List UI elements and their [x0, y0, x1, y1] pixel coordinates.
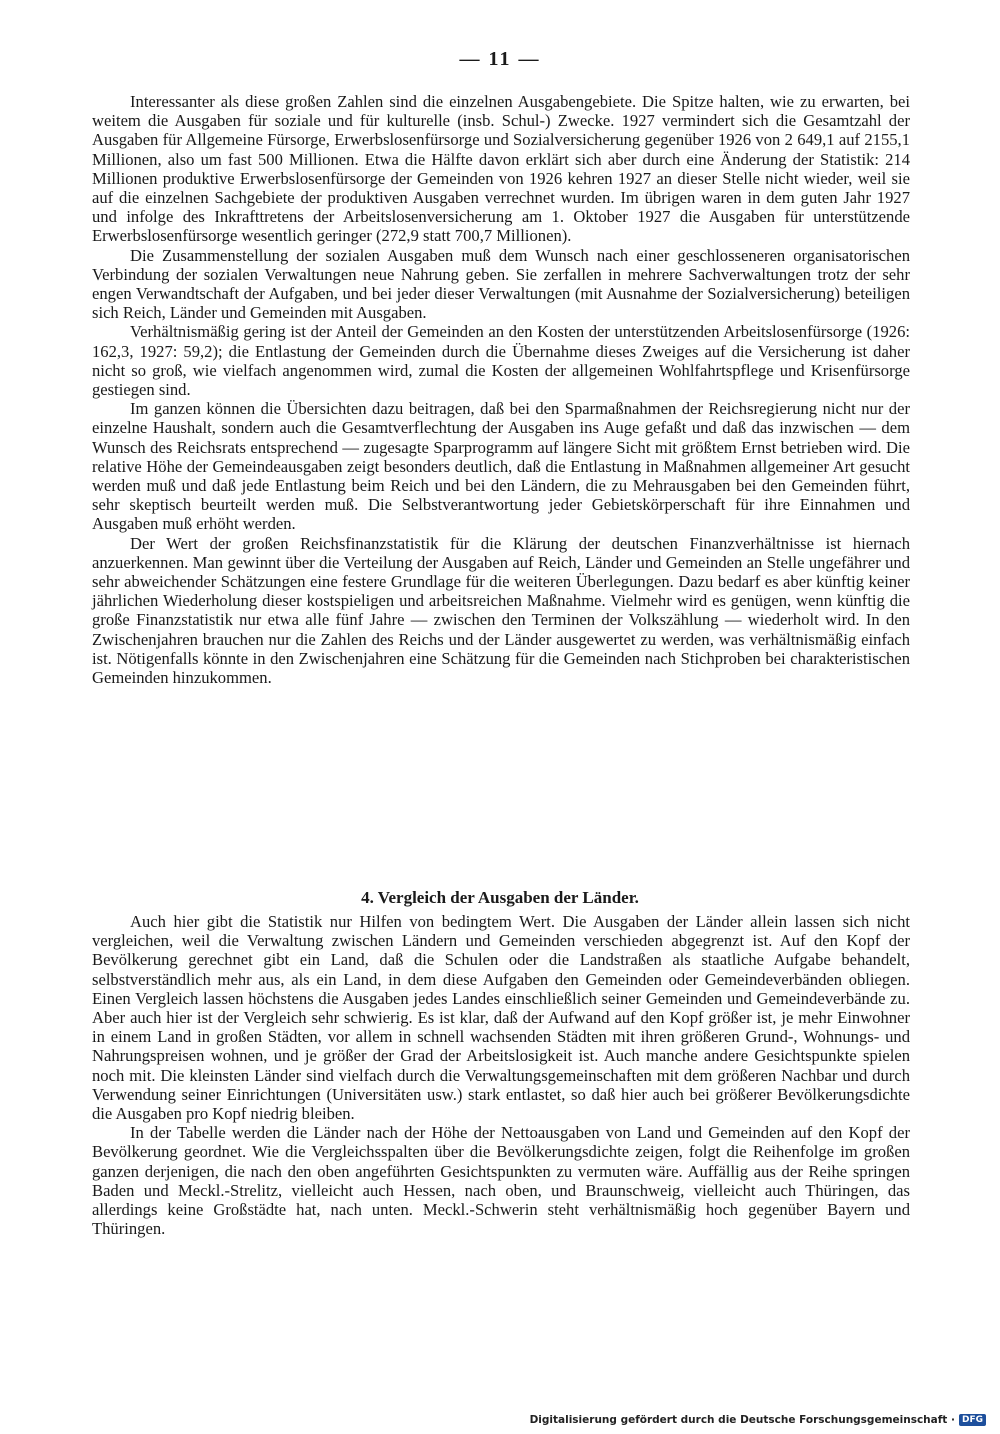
- paragraph: Auch hier gibt die Statistik nur Hilfen von bedingtem Wert. Die Ausgaben der Länder allein lassen sich nicht vergleichen, weil die Verwaltung zwischen Ländern und Gemeinden verschieden abgegrenzt ist. Auf den Kopf der Bevölkerung gerechnet gibt ein Land, daß die Schulen oder die Landstraßen als staatliche Aufgabe behandelt, selbstverständlich mehr aus, als ein Land, in dem diese Aufgaben den Gemeinden oder Gemeindeverbänden obliegen. Einen Vergleich lassen höchstens die Ausgaben jedes Landes einschließlich seiner Gemeinden und Gemeindeverbände zu. Aber auch hier ist der Vergleich sehr schwierig. Es ist klar, daß der Aufwand auf den Kopf größer ist, je mehr Einwohner in einem Land in großen Städten, vor allem in schnell wachsenden Städten mit ihren größeren Grund-, Wohnungs- und Nahrungspreisen wohnen, und je größer der Grad der Arbeitslosigkeit ist. Auch manche andere Gesichtspunkte spielen noch mit. Die kleinsten Länder sind vielfach durch die Verwaltungsgemeinschaften mit dem größeren Nachbar und durch Verwendung seiner Einrichtungen (Universitäten usw.) stark entlastet, so daß hier auch bei größerer Bevölkerungsdichte die Ausgaben pro Kopf niedrig bleiben.: [92, 912, 910, 1124]
- dfg-logo: DFG: [959, 1414, 986, 1426]
- section-heading: 4. Vergleich der Ausgaben der Länder.: [361, 888, 639, 907]
- paragraph: Verhältnismäßig gering ist der Anteil der Gemeinden an den Kosten der unterstützenden Arbeitslosenfürsorge (1926: 162,3, 1927: 59,2); die Entlastung der Gemeinden durch die Übernahme dieses Zweiges auf die Versicherung ist daher nicht so groß, wie vielfach angenommen wird, zumal die Kosten der allgemeinen Wohlfahrtspflege und Krisenfürsorge gestiegen sind.: [92, 322, 910, 400]
- paragraph: Im ganzen können die Übersichten dazu beitragen, daß bei den Sparmaßnahmen der Reichsregierung nicht nur der einzelne Haushalt, sondern auch die Gesamtverflechtung der Ausgaben ins Auge gefaßt und daß das inzwischen — dem Wunsch des Reichsrats entsprechend — zugesagte Sparprogramm auf längere Sicht mit größtem Ernst betrieben wird. Die relative Höhe der Gemeindeausgaben zeigt besonders deutlich, daß die Entlastung in Maßnahmen allgemeiner Art gesucht werden muß und daß jede Entlastung beim Reich und bei den Ländern, die zu Mehrausgaben bei den Gemeinden führt, sehr skeptisch beurteilt werden muß. Die Selbstverantwortung jeder Gebietskörperschaft für ihre Einnahmen und Ausgaben muß erhöht werden.: [92, 399, 910, 534]
- digitization-footer: [530, 1414, 986, 1426]
- body-text-section: [92, 92, 910, 687]
- paragraph: Der Wert der großen Reichsfinanzstatistik für die Klärung der deutschen Finanzverhältnisse ist hiernach anzuerkennen. Man gewinnt über die Verteilung der Ausgaben auf Reich, Länder und Gemeinden an Stelle ungefährer und sehr abweichender Schätzungen eine festere Grundlage für die weiteren Überlegungen. Dazu bedarf es aber künftig keiner jährlichen Wiederholung dieser kostspieligen und arbeitsreichen Maßnahme. Vielmehr wird es genügen, wenn künftig die große Finanzstatistik nur etwa alle fünf Jahre — zwischen den Terminen der Volkszählung — wiederholt wird. In den Zwischenjahren brauchen nur die Zahlen des Reichs und der Länder ausgewertet zu werden, was verhältnismäßig einfach ist. Nötigenfalls könnte in den Zwischenjahren eine Schätzung für die Gemeinden nach Stichproben bei charakteristischen Gemeinden hinzukommen.: [92, 533, 910, 688]
- footer-credit-text: Digitalisierung gefördert durch die Deutsche Forschungsgemeinschaft ·: [529, 1414, 955, 1426]
- body-text-section-2: [92, 912, 910, 1238]
- paragraph: Die Zusammenstellung der sozialen Ausgaben muß dem Wunsch nach einer geschlosseneren organisatorischen Verbindung der sozialen Verwaltungen neue Nahrung geben. Sie zerfallen in mehrere Sachverwaltungen trotz der sehr engen Verwandtschaft der Aufgaben, und bei jeder dieser Verwaltungen (mit Ausnahme der Sozialversicherung) beteiligen sich Reich, Länder und Gemeinden mit Ausgaben.: [92, 245, 910, 323]
- page-number: — 11 —: [459, 48, 541, 70]
- paragraph: In der Tabelle werden die Länder nach der Höhe der Nettoausgaben von Land und Gemeinden auf den Kopf der Bevölkerung geordnet. Wie die Vergleichsspalten über die Bevölkerungsdichte zeigen, folgt die Reihenfolge im großen ganzen derjenigen, die nach den oben angeführten Gesichtspunkten zu vermuten wäre. Auffällig aus der Reihe springen Baden und Meckl.-Strelitz, vielleicht auch Hessen, nach oben, und Braunschweig, vielleicht auch Thüringen, das allerdings keine Großstädte hat, nach unten. Meckl.-Schwerin steht verhältnismäßig hoch gegenüber Bayern und Thüringen.: [92, 1123, 910, 1239]
- paragraph: Interessanter als diese großen Zahlen sind die einzelnen Ausgabengebiete. Die Spitze halten, wie zu erwarten, bei weitem die Ausgaben für soziale und für kulturelle (insb. Schul-) Zwecke. 1927 vermindert sich die Gesamtzahl der Ausgaben für Allgemeine Fürsorge, Erwerbslosenfürsorge und Sozialversicherung gegenüber 1926 von 2 649,1 auf 2155,1 Millionen, also um fast 500 Millionen. Etwa die Hälfte davon erklärt sich aber durch eine Änderung der Statistik: 214 Millionen produktive Erwerbslosenfürsorge der Gemeinden von 1926 kehren 1927 an dieser Stelle nicht wieder, weil sie auf die einzelnen Sachgebiete der produktiven Ausgaben verrechnet wurden. Im übrigen waren in dem guten Jahr 1927 und infolge des Inkrafttretens der Arbeitslosenversicherung am 1. Oktober 1927 die Ausgaben für unterstützende Erwerbslosenfürsorge wesentlich geringer (272,9 statt 700,7 Millionen).: [92, 92, 910, 246]
